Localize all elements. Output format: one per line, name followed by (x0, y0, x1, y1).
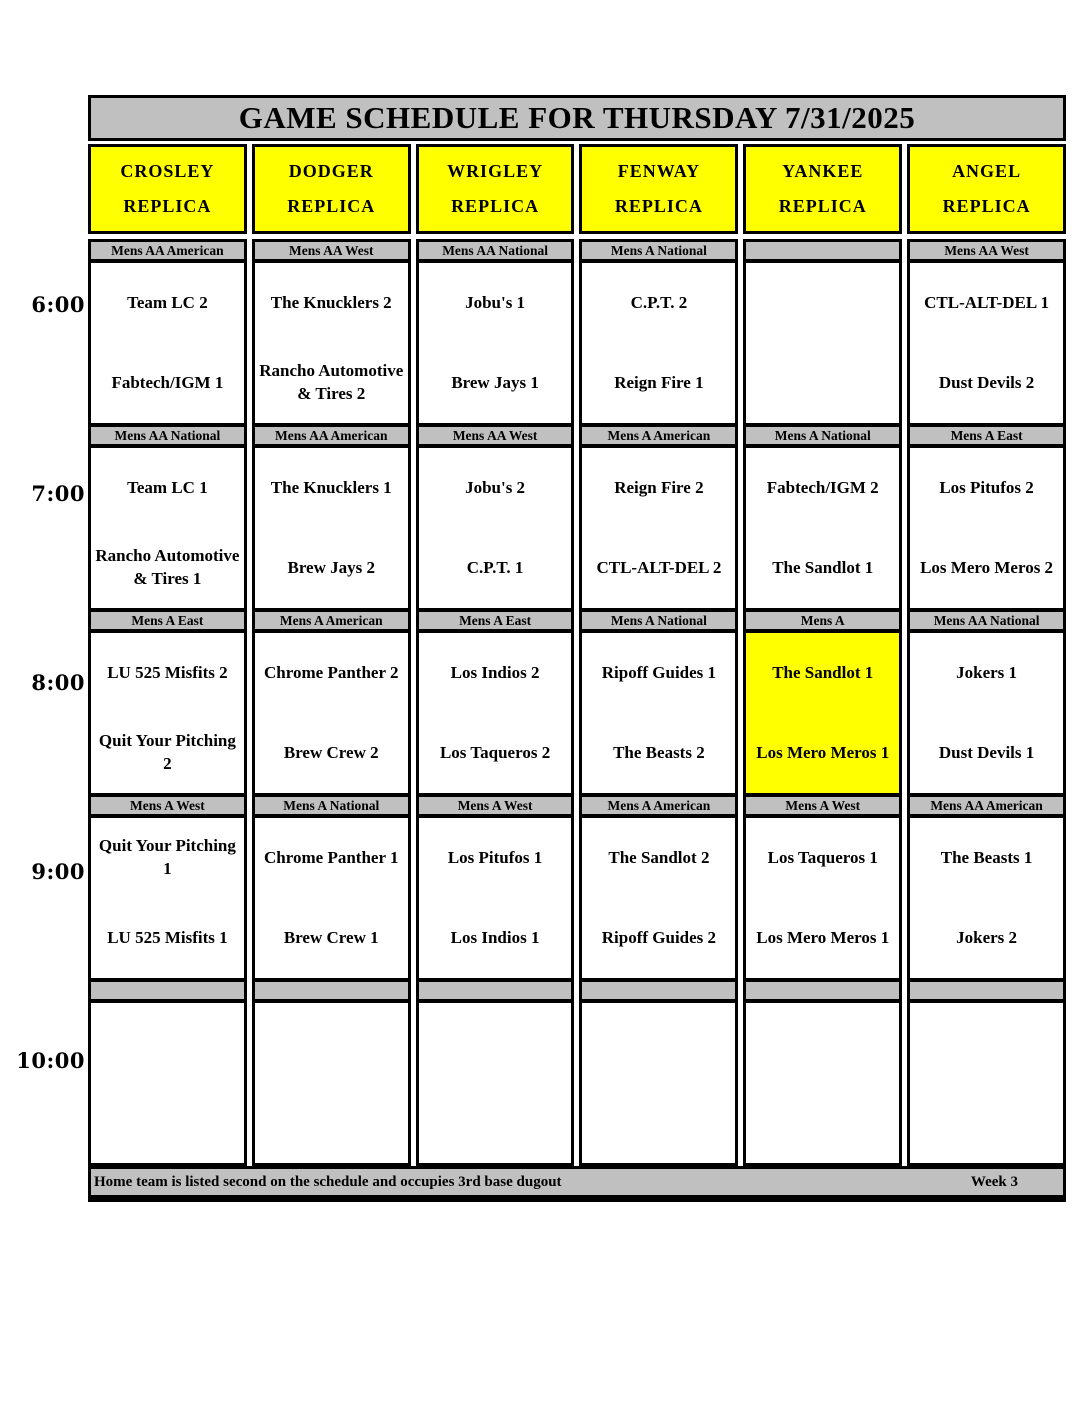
away-team: Jobu's 2 (465, 477, 526, 497)
game-cell (910, 814, 1063, 978)
game-cell (419, 999, 572, 1163)
field-replica-label: REPLICA (123, 196, 212, 216)
league-label (746, 242, 899, 259)
field-name: WRIGLEY (447, 161, 544, 181)
home-team (750, 1083, 895, 1163)
home-team: Rancho Automotive & Tires 2 (259, 361, 404, 403)
league-label: Mens A West (419, 793, 572, 814)
field-header (88, 144, 247, 234)
game-cell (255, 629, 408, 793)
home-team: Dust Devils 1 (938, 742, 1035, 762)
schedule-grid (88, 144, 1066, 1166)
game-cell (746, 814, 899, 978)
home-team: Los Mero Meros 1 (756, 742, 890, 762)
home-team: Jokers 2 (956, 927, 1018, 947)
league-label: Mens A (746, 608, 899, 629)
league-label: Mens A National (746, 423, 899, 444)
home-team: Brew Crew 1 (283, 927, 379, 947)
schedule-sheet (88, 95, 1066, 1202)
away-team: Chrome Panther 1 (264, 847, 399, 867)
time-label: 10:00 (16, 1048, 85, 1073)
column-stack (907, 239, 1066, 1166)
footer-note: Home team is listed second on the schedule and occupies 3rd base dugout (94, 1174, 562, 1190)
home-team: Fabtech/IGM 1 (111, 372, 224, 392)
time-label: 6:00 (31, 292, 85, 317)
field-header (907, 144, 1066, 234)
home-team: LU 525 Misfits 1 (107, 927, 228, 947)
column-stack (743, 239, 902, 1166)
game-cell (910, 629, 1063, 793)
away-team: C.P.T. 2 (630, 292, 688, 312)
home-team: Brew Jays 1 (451, 372, 539, 392)
league-label: Mens AA American (255, 423, 408, 444)
time-label: 8:00 (31, 670, 85, 695)
game-cell (746, 444, 899, 608)
field-header (252, 144, 411, 234)
league-label (91, 978, 244, 999)
field-column (416, 144, 575, 1166)
column-stack (416, 239, 575, 1166)
field-replica-label: REPLICA (942, 196, 1031, 216)
field-replica-label: REPLICA (287, 196, 376, 216)
game-cell (419, 444, 572, 608)
field-name: DODGER (288, 161, 374, 181)
game-cell (746, 259, 899, 423)
league-label: Mens AA National (91, 423, 244, 444)
away-team: The Knucklers 1 (270, 477, 392, 497)
away-team: Jokers 1 (956, 662, 1018, 682)
game-cell (91, 814, 244, 978)
field-replica-label: REPLICA (614, 196, 703, 216)
league-label: Mens A East (91, 608, 244, 629)
field-column (579, 144, 738, 1166)
league-label: Mens A American (582, 793, 735, 814)
away-team: Team LC 1 (127, 477, 208, 497)
away-team: Los Taqueros 1 (767, 847, 878, 867)
game-cell (582, 259, 735, 423)
away-team: Ripoff Guides 1 (601, 662, 717, 682)
field-header (743, 144, 902, 234)
field-replica-label: REPLICA (451, 196, 540, 216)
league-label: Mens A East (910, 423, 1063, 444)
league-label: Mens A West (91, 793, 244, 814)
footer-week: Week 3 (970, 1174, 1018, 1190)
home-team: Quit Your Pitching 2 (98, 731, 236, 773)
league-label: Mens AA American (910, 793, 1063, 814)
game-cell (255, 259, 408, 423)
league-label: Mens A National (255, 793, 408, 814)
game-cell (91, 259, 244, 423)
away-team: The Sandlot 1 (772, 662, 874, 682)
away-team: CTL-ALT-DEL 1 (924, 292, 1050, 312)
away-team: Team LC 2 (127, 292, 208, 312)
away-team: Fabtech/IGM 2 (766, 477, 879, 497)
league-label (910, 978, 1063, 999)
field-name: FENWAY (617, 161, 701, 181)
home-team: Ripoff Guides 2 (601, 927, 717, 947)
away-team (95, 1003, 240, 1083)
field-header (579, 144, 738, 234)
league-label: Mens A American (582, 423, 735, 444)
away-team: The Sandlot 2 (608, 847, 710, 867)
away-team (586, 1003, 731, 1083)
field-column (252, 144, 411, 1166)
home-team: Reign Fire 1 (614, 372, 704, 392)
league-label (255, 978, 408, 999)
home-team (586, 1083, 731, 1163)
footer-bar (88, 1166, 1066, 1202)
home-team: The Beasts 2 (613, 742, 705, 762)
game-cell (582, 444, 735, 608)
league-label: Mens AA West (419, 423, 572, 444)
away-team (259, 1003, 404, 1083)
game-cell (419, 629, 572, 793)
away-team (750, 263, 895, 343)
away-team: The Knucklers 2 (270, 292, 392, 312)
game-cell (582, 814, 735, 978)
away-team: The Beasts 1 (940, 847, 1033, 867)
game-cell (582, 629, 735, 793)
league-label (746, 978, 899, 999)
league-label: Mens AA National (910, 608, 1063, 629)
field-name: YANKEE (782, 161, 864, 181)
league-label: Mens A National (582, 242, 735, 259)
game-cell (91, 999, 244, 1163)
game-cell (419, 814, 572, 978)
field-name: ANGEL (952, 161, 1022, 181)
league-label: Mens AA National (419, 242, 572, 259)
field-replica-label: REPLICA (778, 196, 867, 216)
game-cell (746, 629, 899, 793)
away-team: Jobu's 1 (465, 292, 526, 312)
field-header (416, 144, 575, 234)
game-cell (255, 814, 408, 978)
column-stack (579, 239, 738, 1166)
home-team (95, 1083, 240, 1163)
league-label: Mens A National (582, 608, 735, 629)
time-label: 9:00 (31, 859, 85, 884)
game-cell (91, 444, 244, 608)
league-label: Mens AA West (255, 242, 408, 259)
game-cell (255, 444, 408, 608)
home-team: Los Taqueros 2 (439, 742, 551, 762)
field-column (743, 144, 902, 1166)
game-cell (419, 259, 572, 423)
field-column (907, 144, 1066, 1166)
home-team: CTL-ALT-DEL 2 (596, 557, 722, 577)
home-team: The Sandlot 1 (772, 557, 874, 577)
home-team: C.P.T. 1 (466, 557, 524, 577)
time-rail (0, 0, 85, 1200)
home-team (750, 343, 895, 423)
game-cell (582, 999, 735, 1163)
away-team: LU 525 Misfits 2 (107, 662, 228, 682)
home-team: Rancho Automotive & Tires 1 (95, 546, 240, 588)
league-label (582, 978, 735, 999)
away-team: Reign Fire 2 (614, 477, 704, 497)
home-team (423, 1083, 568, 1163)
league-label (419, 978, 572, 999)
away-team (750, 1003, 895, 1083)
away-team: Los Pitufos 2 (939, 477, 1034, 497)
league-label: Mens A West (746, 793, 899, 814)
home-team: Los Mero Meros 2 (920, 557, 1054, 577)
away-team (914, 1003, 1059, 1083)
column-stack (88, 239, 247, 1166)
home-team: Los Mero Meros 1 (756, 927, 890, 947)
league-label: Mens A East (419, 608, 572, 629)
home-team: Dust Devils 2 (938, 372, 1035, 392)
game-cell (910, 999, 1063, 1163)
field-name: CROSLEY (120, 161, 215, 181)
home-team (259, 1083, 404, 1163)
league-label: Mens AA West (910, 242, 1063, 259)
home-team: Brew Jays 2 (287, 557, 375, 577)
away-team (423, 1003, 568, 1083)
league-label: Mens AA American (91, 242, 244, 259)
column-stack (252, 239, 411, 1166)
schedule-title: GAME SCHEDULE FOR THURSDAY 7/31/2025 (88, 95, 1066, 141)
home-team (914, 1083, 1059, 1163)
home-team: Los Indios 1 (450, 927, 540, 947)
away-team: Chrome Panther 2 (264, 662, 399, 682)
away-team: Los Indios 2 (450, 662, 540, 682)
field-column (88, 144, 247, 1166)
away-team: Los Pitufos 1 (447, 847, 543, 867)
game-cell (910, 444, 1063, 608)
game-cell (91, 629, 244, 793)
away-team: Quit Your Pitching 1 (98, 836, 236, 878)
game-cell (910, 259, 1063, 423)
league-label: Mens A American (255, 608, 408, 629)
game-cell (746, 999, 899, 1163)
home-team: Brew Crew 2 (283, 742, 379, 762)
time-label: 7:00 (31, 481, 85, 506)
game-cell (255, 999, 408, 1163)
